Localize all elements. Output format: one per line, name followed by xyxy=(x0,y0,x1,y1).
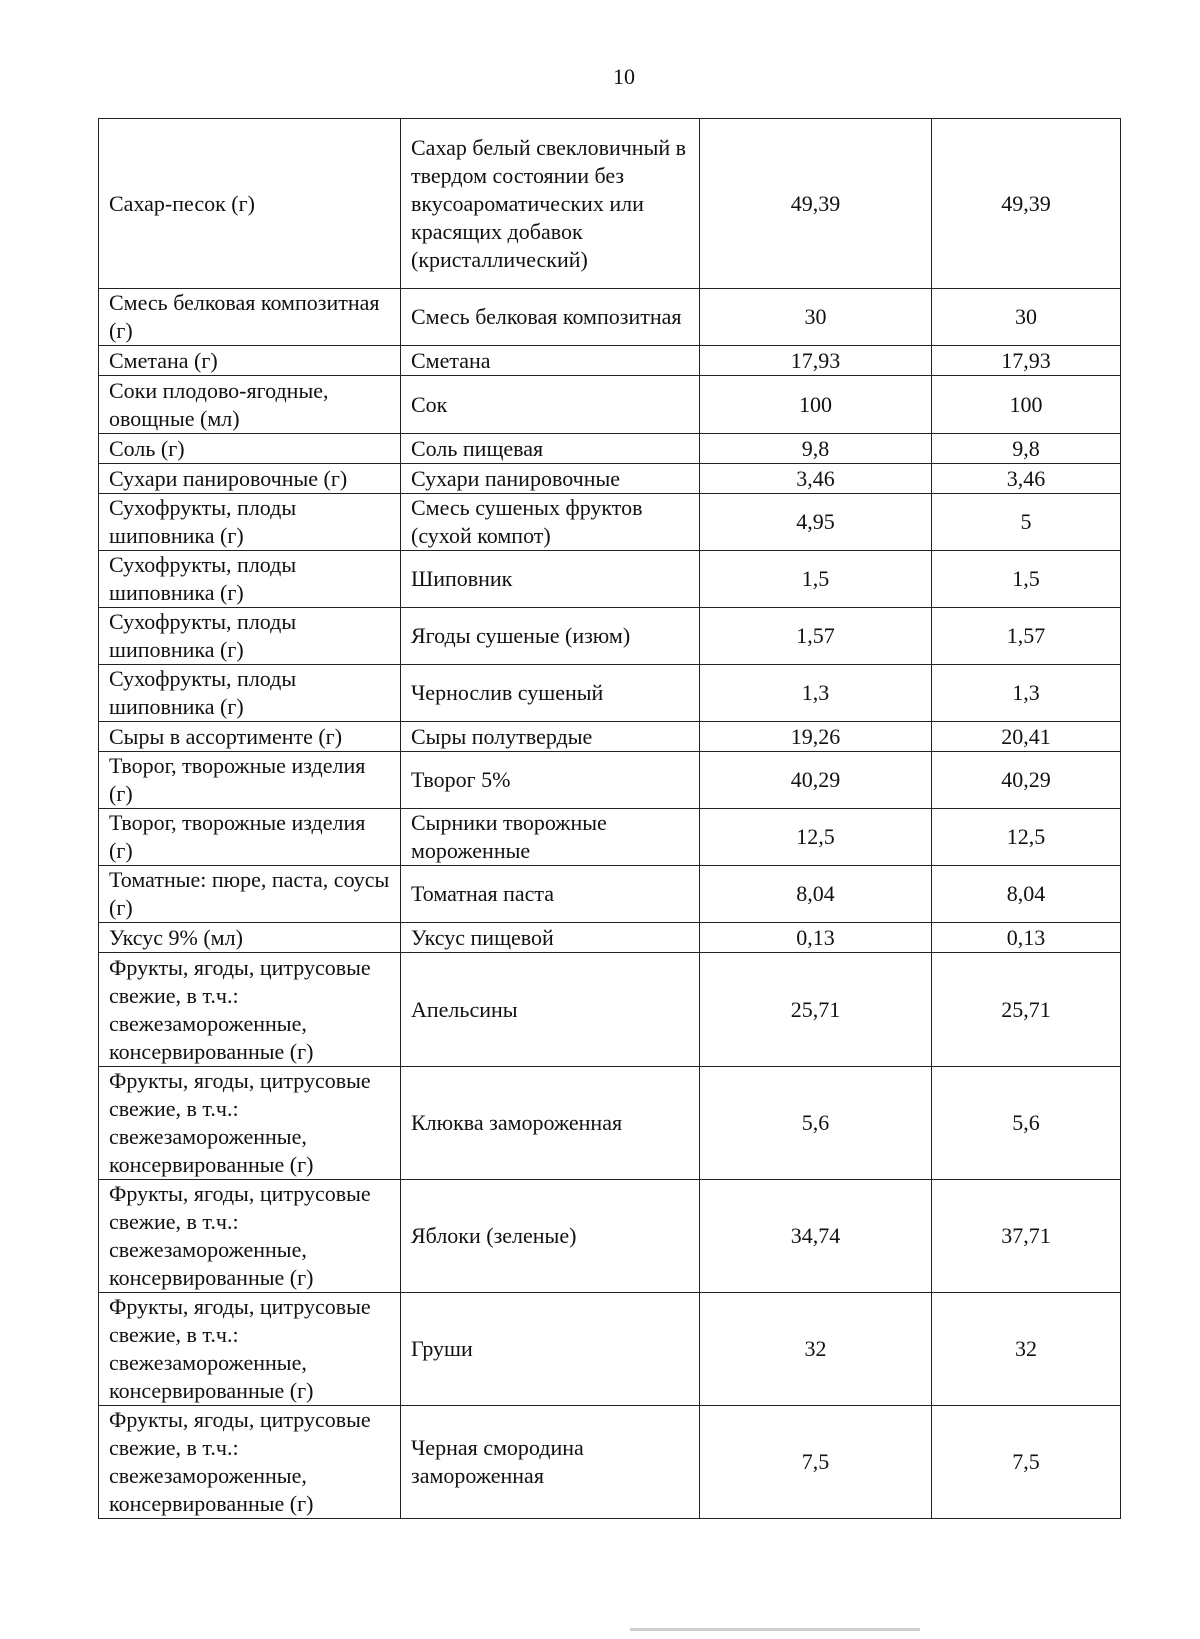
item-cell: Смесь белковая композитная xyxy=(401,289,700,346)
value-cell-2: 1,57 xyxy=(932,608,1121,665)
value-cell-1: 8,04 xyxy=(700,866,932,923)
product-cell: Фрукты, ягоды, цитрусовые свежие, в т.ч.: свежезамороженные, консервированные (г) xyxy=(99,953,401,1067)
table-row xyxy=(99,464,1121,494)
value-cell-2: 5 xyxy=(932,494,1121,551)
value-cell-1: 12,5 xyxy=(700,809,932,866)
table-row xyxy=(99,1180,1121,1293)
value-cell-2: 8,04 xyxy=(932,866,1121,923)
value-cell-1: 40,29 xyxy=(700,752,932,809)
table-row xyxy=(99,866,1121,923)
product-cell: Сухофрукты, плоды шиповника (г) xyxy=(99,494,401,551)
value-cell-2: 5,6 xyxy=(932,1067,1121,1180)
item-cell: Клюква замороженная xyxy=(401,1067,700,1180)
scan-artifact-line xyxy=(630,1628,920,1631)
item-cell: Сухари панировочные xyxy=(401,464,700,494)
item-cell: Сырники творожные мороженные xyxy=(401,809,700,866)
value-cell-1: 7,5 xyxy=(700,1406,932,1519)
value-cell-1: 25,71 xyxy=(700,953,932,1067)
table-row xyxy=(99,119,1121,289)
value-cell-1: 32 xyxy=(700,1293,932,1406)
item-cell: Ягоды сушеные (изюм) xyxy=(401,608,700,665)
value-cell-1: 49,39 xyxy=(700,119,932,289)
table-row xyxy=(99,665,1121,722)
item-cell: Яблоки (зеленые) xyxy=(401,1180,700,1293)
product-cell: Сахар-песок (г) xyxy=(99,119,401,289)
value-cell-1: 4,95 xyxy=(700,494,932,551)
item-cell: Томатная паста xyxy=(401,866,700,923)
table-row xyxy=(99,376,1121,434)
value-cell-1: 1,57 xyxy=(700,608,932,665)
item-cell: Сахар белый свекловичный в твердом состоянии без вкусоароматических или красящих добавок (кристаллический) xyxy=(401,119,700,289)
product-cell: Сметана (г) xyxy=(99,346,401,376)
value-cell-1: 30 xyxy=(700,289,932,346)
product-cell: Фрукты, ягоды, цитрусовые свежие, в т.ч.: свежезамороженные, консервированные (г) xyxy=(99,1180,401,1293)
value-cell-2: 0,13 xyxy=(932,923,1121,953)
value-cell-1: 1,5 xyxy=(700,551,932,608)
item-cell: Соль пищевая xyxy=(401,434,700,464)
value-cell-1: 34,74 xyxy=(700,1180,932,1293)
product-cell: Фрукты, ягоды, цитрусовые свежие, в т.ч.: свежезамороженные, консервированные (г) xyxy=(99,1293,401,1406)
product-cell: Творог, творожные изделия (г) xyxy=(99,752,401,809)
item-cell: Груши xyxy=(401,1293,700,1406)
product-cell: Фрукты, ягоды, цитрусовые свежие, в т.ч.: свежезамороженные, консервированные (г) xyxy=(99,1067,401,1180)
item-cell: Уксус пищевой xyxy=(401,923,700,953)
table-row xyxy=(99,809,1121,866)
item-cell: Сметана xyxy=(401,346,700,376)
product-cell: Сухари панировочные (г) xyxy=(99,464,401,494)
item-cell: Апельсины xyxy=(401,953,700,1067)
value-cell-1: 100 xyxy=(700,376,932,434)
value-cell-1: 3,46 xyxy=(700,464,932,494)
table-row xyxy=(99,1406,1121,1519)
product-cell: Сухофрукты, плоды шиповника (г) xyxy=(99,608,401,665)
value-cell-2: 17,93 xyxy=(932,346,1121,376)
value-cell-2: 40,29 xyxy=(932,752,1121,809)
value-cell-2: 1,3 xyxy=(932,665,1121,722)
value-cell-1: 17,93 xyxy=(700,346,932,376)
product-cell: Творог, творожные изделия (г) xyxy=(99,809,401,866)
item-cell: Сок xyxy=(401,376,700,434)
table-row xyxy=(99,722,1121,752)
value-cell-2: 25,71 xyxy=(932,953,1121,1067)
value-cell-2: 7,5 xyxy=(932,1406,1121,1519)
table-row xyxy=(99,752,1121,809)
value-cell-2: 3,46 xyxy=(932,464,1121,494)
item-cell: Черная смородина замороженная xyxy=(401,1406,700,1519)
value-cell-1: 9,8 xyxy=(700,434,932,464)
table-row xyxy=(99,923,1121,953)
value-cell-1: 5,6 xyxy=(700,1067,932,1180)
table-row xyxy=(99,434,1121,464)
value-cell-1: 19,26 xyxy=(700,722,932,752)
product-cell: Томатные: пюре, паста, соусы (г) xyxy=(99,866,401,923)
value-cell-2: 9,8 xyxy=(932,434,1121,464)
table-row xyxy=(99,551,1121,608)
page-number: 10 xyxy=(613,64,635,89)
food-items-table xyxy=(98,118,1121,1519)
value-cell-1: 0,13 xyxy=(700,923,932,953)
table-row xyxy=(99,953,1121,1067)
table-row xyxy=(99,346,1121,376)
value-cell-2: 49,39 xyxy=(932,119,1121,289)
product-cell: Сухофрукты, плоды шиповника (г) xyxy=(99,551,401,608)
item-cell: Творог 5% xyxy=(401,752,700,809)
product-cell: Соль (г) xyxy=(99,434,401,464)
item-cell: Смесь сушеных фруктов (сухой компот) xyxy=(401,494,700,551)
item-cell: Сыры полутвердые xyxy=(401,722,700,752)
value-cell-2: 12,5 xyxy=(932,809,1121,866)
value-cell-2: 100 xyxy=(932,376,1121,434)
item-cell: Шиповник xyxy=(401,551,700,608)
product-cell: Фрукты, ягоды, цитрусовые свежие, в т.ч.: свежезамороженные, консервированные (г) xyxy=(99,1406,401,1519)
value-cell-1: 1,3 xyxy=(700,665,932,722)
value-cell-2: 32 xyxy=(932,1293,1121,1406)
product-cell: Уксус 9% (мл) xyxy=(99,923,401,953)
product-cell: Смесь белковая композитная (г) xyxy=(99,289,401,346)
value-cell-2: 30 xyxy=(932,289,1121,346)
table-row xyxy=(99,289,1121,346)
table-row xyxy=(99,494,1121,551)
value-cell-2: 20,41 xyxy=(932,722,1121,752)
product-cell: Сыры в ассортименте (г) xyxy=(99,722,401,752)
product-cell: Соки плодово-ягодные, овощные (мл) xyxy=(99,376,401,434)
table-row xyxy=(99,1293,1121,1406)
table-row xyxy=(99,1067,1121,1180)
product-cell: Сухофрукты, плоды шиповника (г) xyxy=(99,665,401,722)
value-cell-2: 37,71 xyxy=(932,1180,1121,1293)
item-cell: Чернослив сушеный xyxy=(401,665,700,722)
table-row xyxy=(99,608,1121,665)
value-cell-2: 1,5 xyxy=(932,551,1121,608)
